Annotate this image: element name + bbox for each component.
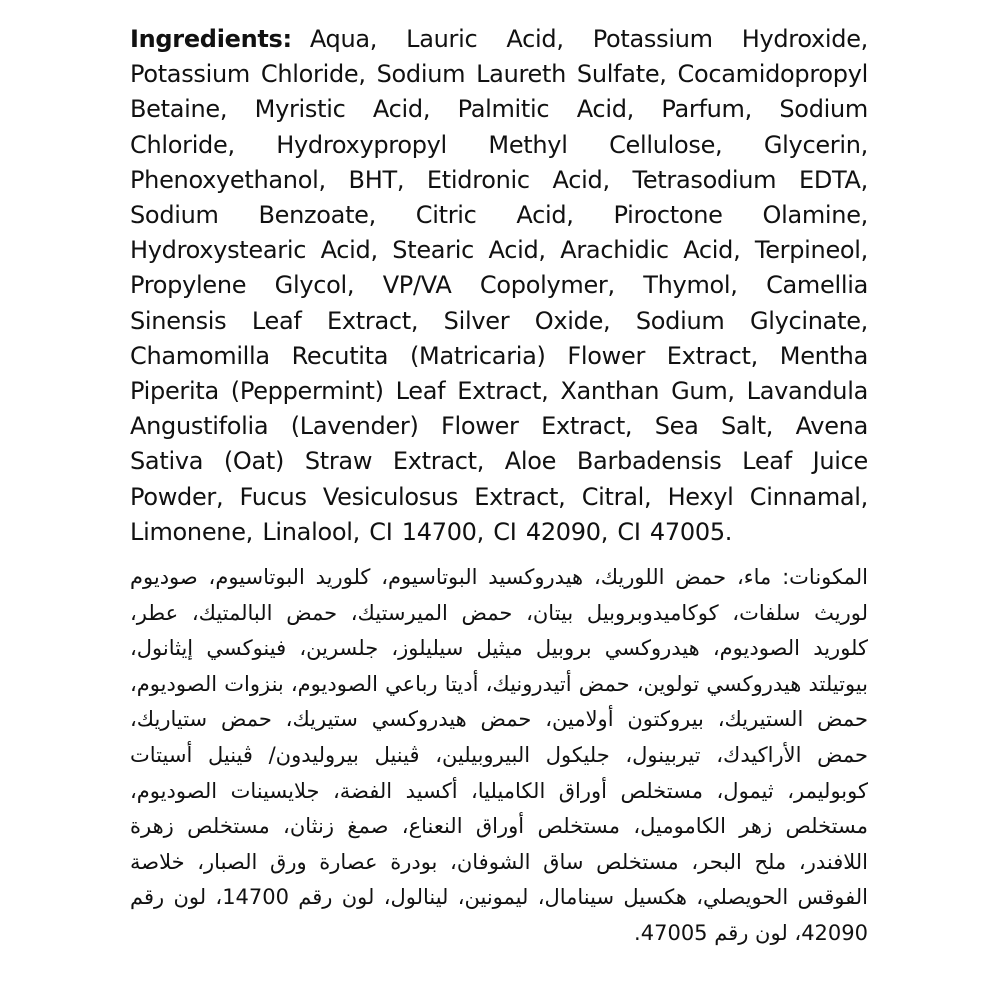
english-ingredients-text: Aqua, Lauric Acid, Potassium Hydroxide, Potassium Chloride, Sodium Laureth Sulfate, Cocamidopropyl Betaine, Myristic Acid, Palmitic Acid, Parfum, Sodium Chloride, Hydroxypropyl Methyl Cellulose, Glycerin, Phenoxyethanol, BHT, Etidronic Acid, Tetrasodium EDTA, Sodium Benzoate, Citric Acid, Piroctone Olamine, Hydroxystearic Acid, Stearic Acid, Arachidic Acid, Terpineol, Propylene Glycol, VP/VA Copolymer, Thymol, Camellia Sinensis Leaf Extract, Silver Oxide, Sodium Glycinate, Chamomilla Recutita (Matricaria) Flower Extract, Mentha Piperita (Peppermint) Leaf Extract, Xanthan Gum, Lavandula Angustifolia (Lavender) Flower Extract, Sea Salt, Avena Sativa (Oat) Straw Extract, Aloe Barbadensis Leaf Juice Powder, Fucus Vesiculosus Extract, Citral, Hexyl Cinnamal, Limonene, Linalool, CI 14700, CI 42090, CI 47005. [130,25,868,546]
ingredients-label [130,22,868,952]
english-ingredients [130,22,868,550]
arabic-ingredients-text: المكونات: ماء، حمض اللوريك، هيدروكسيد البوتاسيوم، كلوريد البوتاسيوم، صوديوم لوريث سلفات، كوكاميدوبروبيل بيتان، حمض الميرستيك، حمض البالمتيك، عطر، كلوريد الصوديوم، هيدروكسي بروبيل ميثيل سيليلوز، جلسرين، فينوكسي إيثانول، بيوتيلتد هيدروكسي تولوين، حمض أتيدرونيك، أديتا رباعي الصوديوم، بنزوات الصوديوم، حمض الستيريك، بيروكتون أولامين، حمض هيدروكسي ستيريك، حمض ستياريك، حمض الأراكيدك، تيربينول، جليكول البيروبيلين، ڤينيل بيروليدون/ ڤينيل أسيتات كوبوليمر، ثيمول، مستخلص أوراق الكاميليا، أكسيد الفضة، جلايسينات الصوديوم، مستخلص زهر الكاموميل، مستخلص أوراق النعناع، صمغ زنثان، مستخلص زهرة اللافندر، ملح البحر، مستخلص ساق الشوفان، بودرة عصارة ورق الصبار، خلاصة الفوقس الحويصلي، هكسيل سينامال، ليمونين، لينالول، لون رقم 14700، لون رقم 42090، لون رقم 47005. [130,565,869,945]
arabic-ingredients [130,560,868,952]
ingredients-heading: Ingredients: [130,25,292,53]
